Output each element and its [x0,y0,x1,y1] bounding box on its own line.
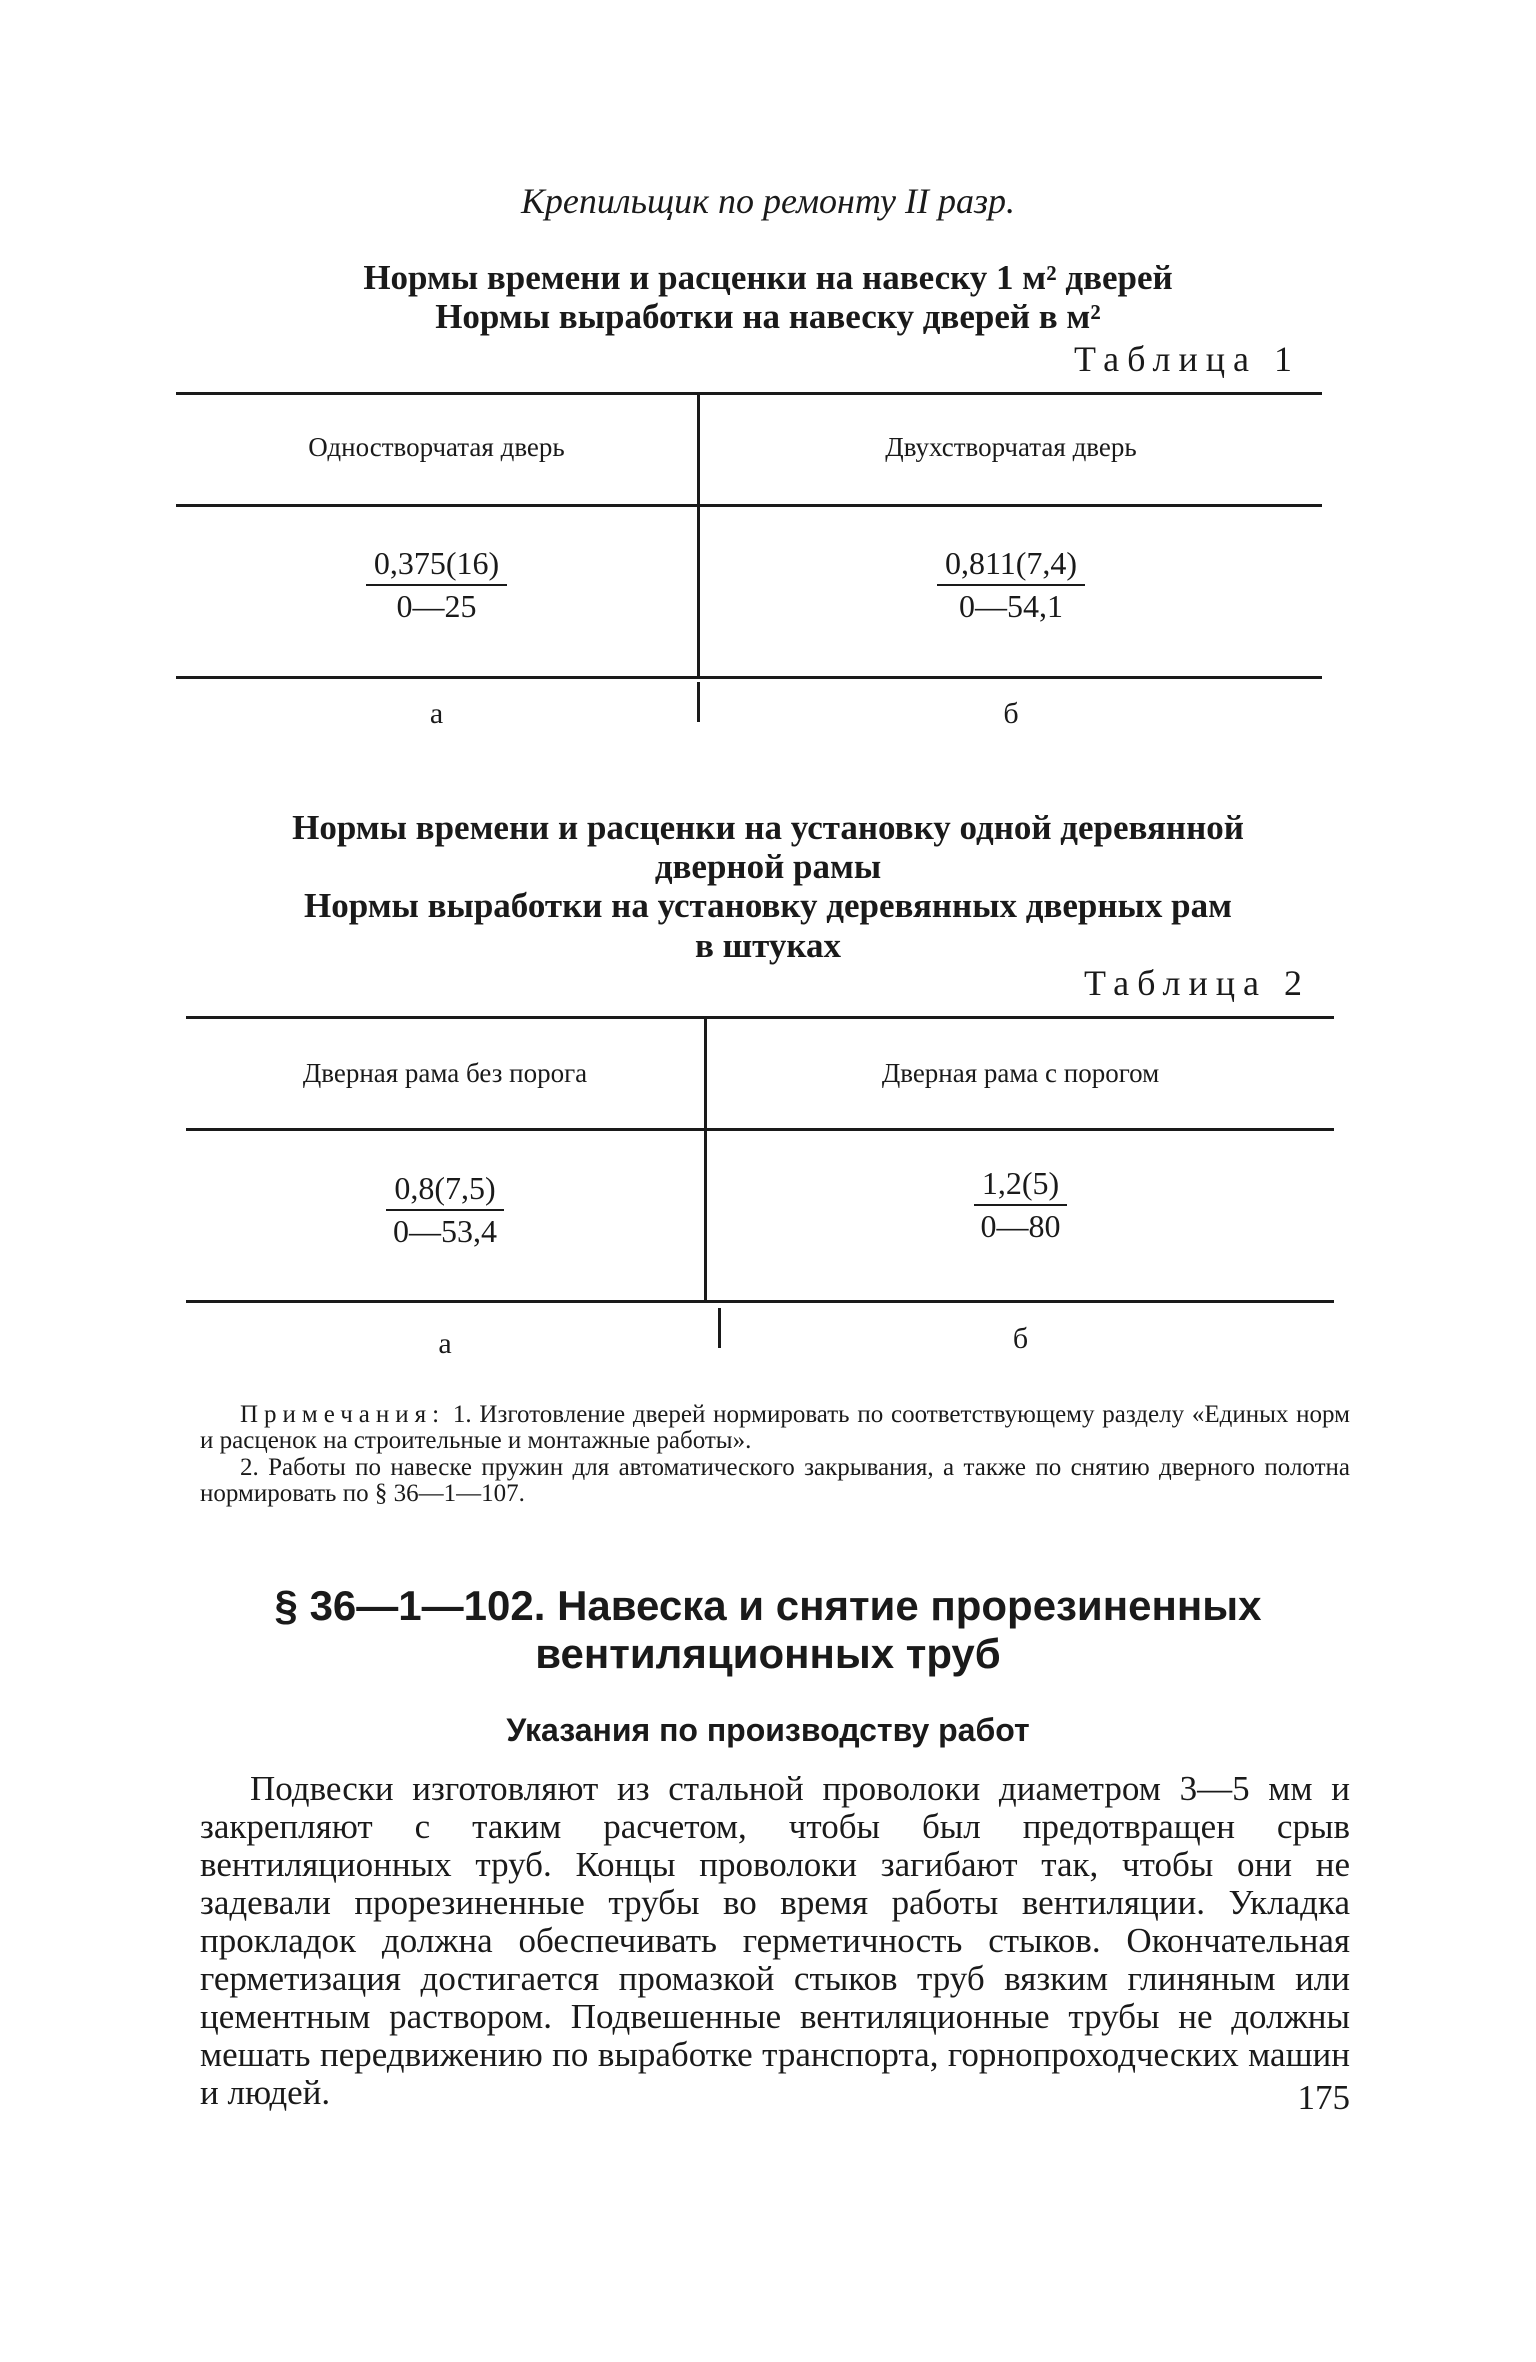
table1-header-double: Двухстворчатая дверь [885,432,1137,462]
note-1 [200,1402,1350,1455]
fraction-denominator: 0—80 [980,1207,1061,1244]
table2-header-rule [186,1128,1334,1131]
table1-title-line1: Нормы времени и расценки на навеску 1 м² дверей [363,258,1173,297]
table2-bottom-rule [186,1300,1334,1303]
table1-title-line2: Нормы выработки на навеску дверей в м² [435,297,1101,337]
fraction-denominator: 0—25 [396,587,477,624]
table1-header-rule [176,504,1322,507]
table1-letter-a: а [429,697,444,730]
table1-top-rule [176,392,1322,395]
table2-title-line1: Нормы времени и расценки на установку одной деревянной [292,808,1244,847]
section-title-line2: вентиляционных труб [535,1630,1001,1678]
table2-letter-a: а [438,1327,452,1360]
fraction-numerator: 0,811(7,4) [937,545,1085,586]
table2-label: Таблица 2 [1084,963,1310,1003]
table1-title [0,258,1536,336]
table1-cell-double [700,545,1322,625]
page-number: 175 [1297,2078,1350,2117]
section-title [0,1582,1536,1679]
section-body [200,1770,1350,2112]
table2-title-line3: Нормы выработки на установку деревянных дверных рам [304,886,1232,926]
table2-cell-no-threshold [186,1170,704,1250]
table1-header-single: Одностворчатая дверь [308,432,565,462]
notes-prefix: Примечания: [240,1401,446,1428]
note-1-text: 1. Изготовление дверей нормировать по соответствующему разделу «Единых норм и расценок на строительные и монтажные работы». [200,1401,1350,1455]
table2-header-with-threshold: Дверная рама с порогом [881,1058,1160,1088]
table1-cell-single [176,545,697,625]
table2-cell-with-threshold [707,1165,1334,1245]
table1-letter-b: б [1003,697,1019,730]
fraction-denominator: 0—53,4 [393,1212,497,1249]
running-head: Крепильщик по ремонту II разр. [521,181,1015,221]
fraction-numerator: 0,375(16) [366,545,507,586]
section-subheading: Указания по производству работ [506,1712,1030,1748]
table2-letter-b: б [1012,1322,1029,1355]
fraction-numerator: 1,2(5) [974,1165,1067,1206]
table1-bottom-rule [176,676,1322,679]
table1-label: Таблица 1 [1074,339,1300,379]
table2-title [0,808,1536,965]
section-title-line1: § 36—1—102. Навеска и снятие прорезиненных [274,1582,1262,1629]
fraction-denominator: 0—54,1 [959,587,1063,624]
note-2: 2. Работы по навеске пружин для автоматического закрывания, а также по снятию дверного полотна нормировать по § 36—1—107. [200,1453,1350,1507]
fraction-numerator: 0,8(7,5) [386,1170,503,1211]
table2-header-no-threshold: Дверная рама без порога [302,1058,588,1088]
table2-top-rule [186,1016,1334,1019]
notes [200,1402,1350,1507]
table2-title-line4: в штуках [694,925,842,965]
table2-title-line2: дверной рамы [654,847,882,887]
section-paragraph: Подвески изготовляют из стальной проволоки диаметром 3—5 мм и закрепляют с таким расчетом, чтобы был предотвращен срыв вентиляционных труб. Концы проволоки загибают так, чтобы они не задевали прорезиненные трубы во время работы вентиляции. Укладка прокладок должна обеспечивать герметичность стыков. Окончательная герметизация достигается промазкой стыков труб вязким глиняным или цементным раствором. Подвешенные вентиляционные трубы не должны мешать передвижению по выработке транспорта, горнопроходческих машин и людей. [200,1769,1350,2112]
